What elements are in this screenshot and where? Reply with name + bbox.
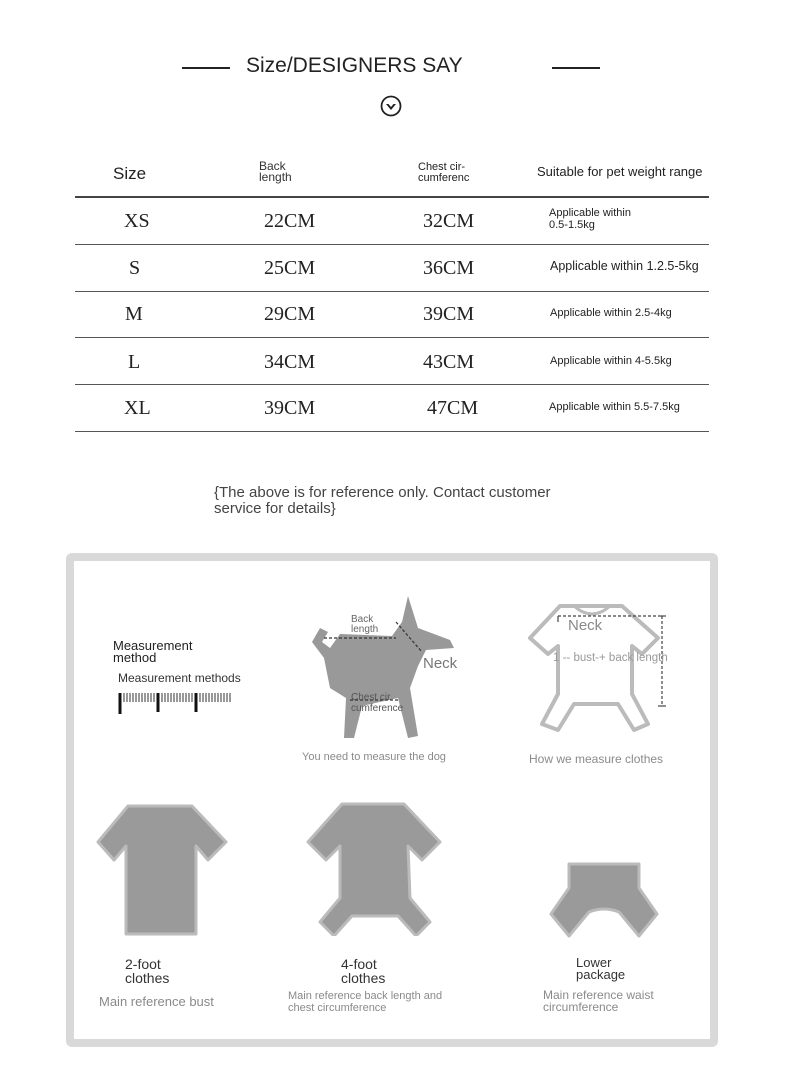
table-row-l-chest: 43CM bbox=[423, 351, 475, 373]
measurement-method-title: Measurement method bbox=[113, 638, 193, 665]
title-left-line bbox=[182, 67, 230, 69]
table-row-xs-back: 22CM bbox=[264, 210, 316, 232]
table-row-l-weight: Applicable within 4-5.5kg bbox=[550, 355, 672, 367]
table-row-divider bbox=[75, 337, 709, 338]
table-row-s-weight: Applicable within 1.2.5-5kg bbox=[550, 259, 699, 273]
dog-caption: You need to measure the dog bbox=[302, 751, 446, 763]
table-row-m-size: M bbox=[125, 303, 143, 325]
table-row-l-back: 34CM bbox=[264, 351, 316, 373]
clothes-neck-label: Neck bbox=[568, 617, 603, 634]
table-row-s-back: 25CM bbox=[264, 257, 316, 279]
four-foot-caption: Main reference back length and chest circumference bbox=[288, 990, 443, 1014]
dog-neck-label: Neck bbox=[423, 655, 458, 672]
two-foot-title: 2-foot clothes bbox=[125, 956, 170, 986]
column-header-back-length: Back length bbox=[259, 159, 292, 184]
table-row-xs-weight: Applicable within 0.5-1.5kg bbox=[549, 207, 631, 231]
table-row-l-size: L bbox=[128, 351, 141, 373]
lower-package-icon bbox=[549, 862, 659, 940]
table-row-xl-weight: Applicable within 5.5-7.5kg bbox=[549, 401, 680, 413]
table-bottom-divider bbox=[75, 431, 709, 432]
table-row-s-size: S bbox=[129, 257, 141, 279]
chevron-down-icon bbox=[380, 95, 402, 117]
table-row-xl-back: 39CM bbox=[264, 397, 316, 419]
reference-note: {The above is for reference only. Contact customer service for details} bbox=[214, 484, 551, 517]
table-row-m-back: 29CM bbox=[264, 303, 316, 325]
table-row-m-chest: 39CM bbox=[423, 303, 475, 325]
table-header-divider bbox=[75, 196, 709, 198]
column-header-weight-range: Suitable for pet weight range bbox=[537, 164, 703, 179]
dog-chest-label: Chest cir cumference bbox=[351, 692, 404, 714]
table-row-xs-chest: 32CM bbox=[423, 210, 475, 232]
clothes-bust-label: 1 -- bust-+ back length bbox=[553, 652, 668, 664]
column-header-chest: Chest cir- cumferenc bbox=[418, 162, 470, 184]
table-row-divider bbox=[75, 384, 709, 385]
table-row-m-weight: Applicable within 2.5-4kg bbox=[550, 307, 672, 319]
table-row-xl-chest: 47CM bbox=[427, 397, 479, 419]
two-foot-caption: Main reference bust bbox=[99, 994, 214, 1009]
table-row-s-chest: 36CM bbox=[423, 257, 475, 279]
ruler-label: Measurement methods bbox=[118, 671, 241, 685]
four-foot-clothes-icon bbox=[306, 802, 442, 936]
four-foot-title: 4-foot clothes bbox=[341, 956, 386, 986]
lower-package-caption: Main reference waist circumference bbox=[543, 988, 654, 1014]
dog-back-length-label: Back length bbox=[351, 614, 379, 635]
table-row-divider bbox=[75, 291, 709, 292]
ruler-icon bbox=[116, 690, 234, 716]
lower-package-title: Lower package bbox=[576, 955, 626, 982]
two-foot-clothes-icon bbox=[96, 804, 228, 938]
column-header-size: Size bbox=[113, 164, 147, 183]
clothes-caption: How we measure clothes bbox=[529, 752, 664, 766]
table-row-xl-size: XL bbox=[124, 397, 151, 419]
table-row-xs-size: XS bbox=[124, 210, 150, 232]
title-right-line bbox=[552, 67, 600, 69]
page-title: Size/DESIGNERS SAY bbox=[246, 54, 463, 77]
table-row-divider bbox=[75, 244, 709, 245]
